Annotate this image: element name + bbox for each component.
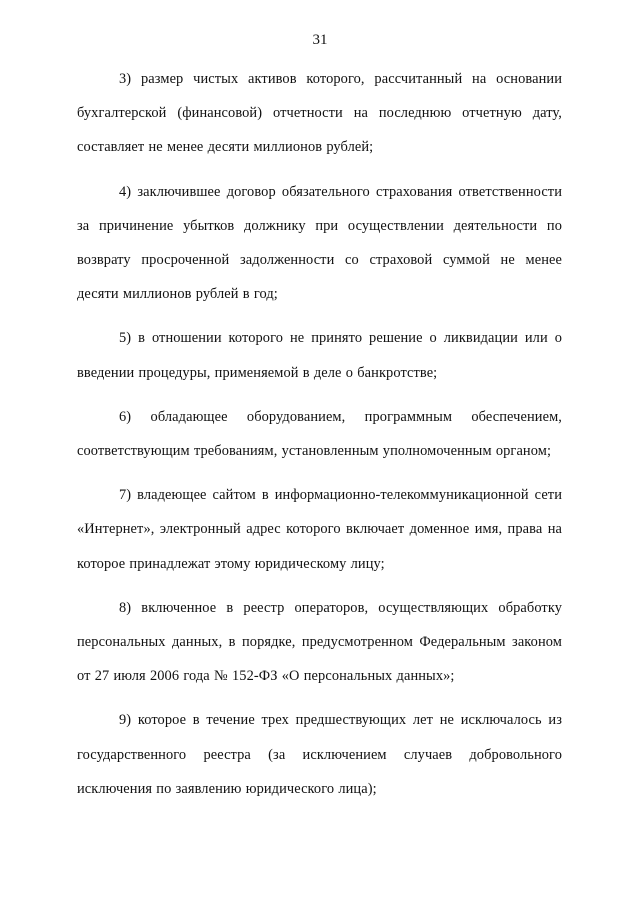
- list-item-5: 5) в отношении которого не принято решение о ликвидации или о введении процедуры, применяемой в деле о банкротстве;: [77, 330, 562, 381]
- list-item-7: 7) владеющее сайтом в информационно-телекоммуникационной сети «Интернет», электронный адрес которого включает доменное имя, права на которое принадлежат этому юридическому лицу;: [77, 487, 562, 572]
- page-number: 31: [312, 32, 328, 48]
- list-item-6: 6) обладающее оборудованием, программным обеспечением, соответствующим требованиям, установленным уполномоченным органом;: [77, 408, 562, 460]
- list-item-3: 3) размер чистых активов которого, рассчитанный на основании бухгалтерской (финансовой) отчетности на последнюю отчетную дату, составляет не менее десяти миллионов рублей;: [77, 71, 562, 156]
- list-item-8: 8) включенное в реестр операторов, осуществляющих обработку персональных данных, в порядке, предусмотренном Федеральным законом от 27 июля 2006 года № 152-ФЗ «О персональных данных»;: [77, 599, 562, 685]
- list-item-4: 4) заключившее договор обязательного страхования ответственности за причинение убытков должнику при осуществлении деятельности по возврату просроченной задолженности со страховой суммой не менее десяти миллионов рублей в год;: [77, 183, 562, 303]
- list-item-9: 9) которое в течение трех предшествующих лет не исключалось из государственного реестра (за исключением случаев добровольного исключения по заявлению юридического лица);: [77, 712, 562, 797]
- document-body: [77, 62, 562, 816]
